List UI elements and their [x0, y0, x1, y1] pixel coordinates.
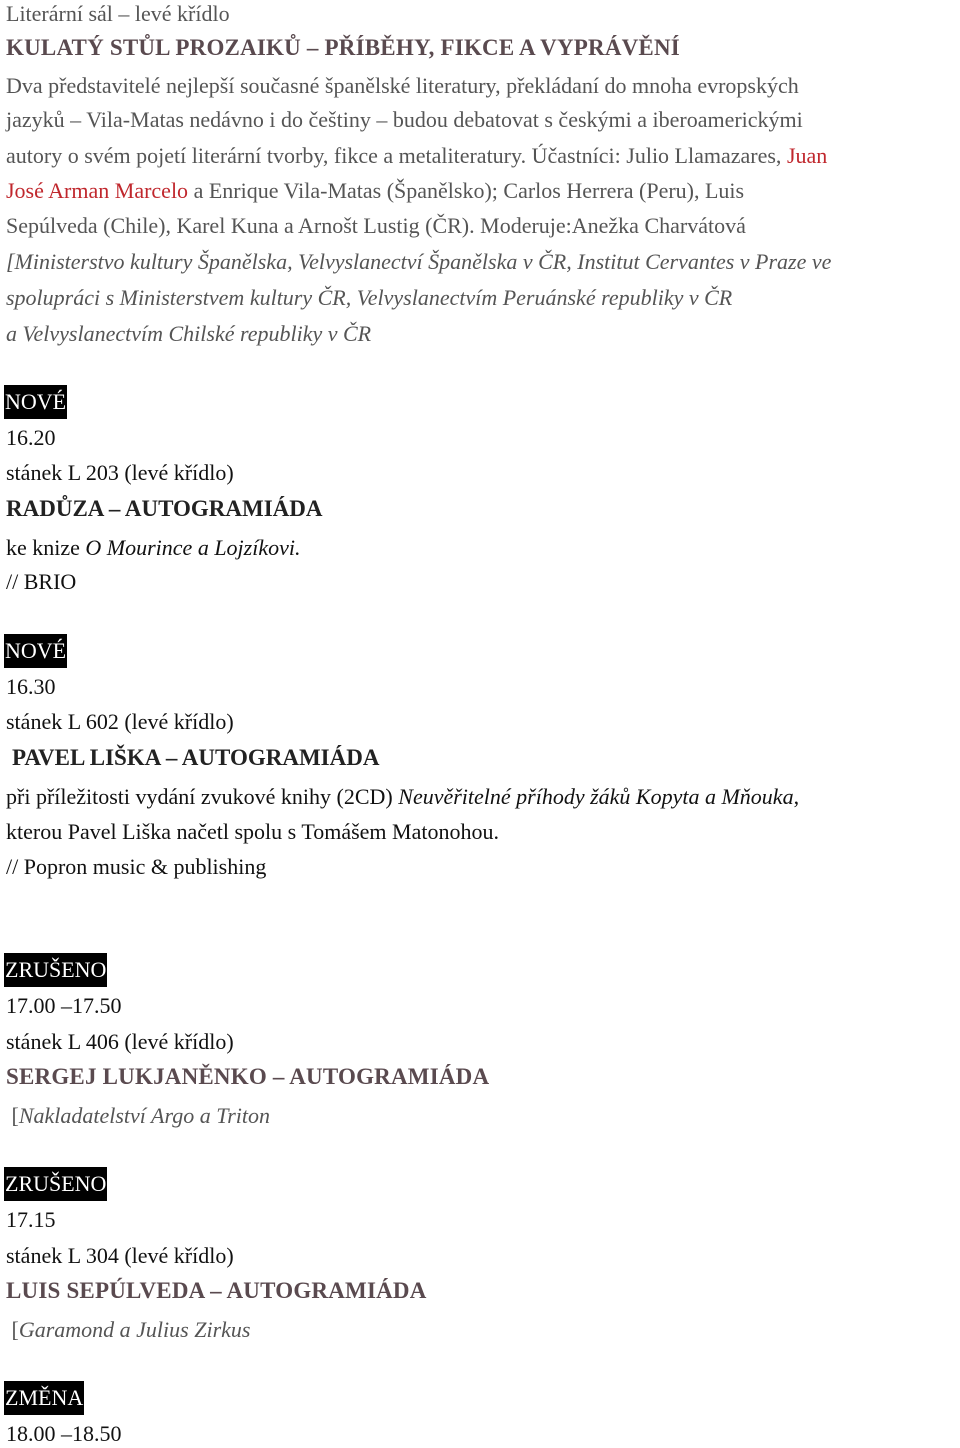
event-desc-line-2: kterou Pavel Liška načetl spolu s Tomášem Matonohou. — [6, 819, 499, 844]
event-stand: stánek L 304 (levé křídlo) — [6, 1243, 234, 1268]
event-desc: ke knize O Mourince a Lojzíkovi. — [6, 535, 301, 560]
event-title: RADŮZA – AUTOGRAMIÁDA — [6, 496, 323, 521]
organizers-line-1: [Ministerstvo kultury Španělska, Velvyslanectví Španělska v ČR, Institut Cervantes v Praze ve — [6, 249, 832, 274]
roundtable-title: KULATÝ STŮL PROZAIKŮ – PŘÍBĚHY, FIKCE A VYPRÁVĚNÍ — [6, 35, 680, 60]
event-stand: stánek L 203 (levé křídlo) — [6, 460, 234, 485]
event-time: 18.00 –18.50 — [6, 1421, 122, 1446]
event-publisher: [Nakladatelství Argo a Triton — [6, 1103, 271, 1128]
event-stand: stánek L 602 (levé křídlo) — [6, 709, 234, 734]
event-publisher: [Garamond a Julius Zirkus — [6, 1317, 251, 1342]
event-title: SERGEJ LUKJANĚNKO – AUTOGRAMIÁDA — [6, 1064, 490, 1089]
status-badge-changed: ZMĚNA — [4, 1381, 84, 1415]
event-publisher: // Popron music & publishing — [6, 854, 267, 879]
event-title: PAVEL LIŠKA – AUTOGRAMIÁDA — [12, 745, 380, 770]
organizers-line-2: spolupráci s Ministerstvem kultury ČR, Velvyslanectvím Peruánské republiky v ČR — [6, 285, 733, 310]
event-stand: stánek L 406 (levé křídlo) — [6, 1029, 234, 1054]
participant-name-red-cont: José Arman Marcelo — [6, 178, 189, 203]
status-badge-cancelled: ZRUŠENO — [4, 953, 107, 987]
event-time: 16.30 — [6, 674, 56, 699]
status-badge-cancelled: ZRUŠENO — [4, 1167, 107, 1201]
venue-line: Literární sál – levé křídlo — [6, 1, 230, 26]
status-badge-new: NOVÉ — [4, 634, 67, 668]
event-time: 17.15 — [6, 1207, 56, 1232]
roundtable-desc-line-3: autory o svém pojetí literární tvorby, fikce a metaliteratury. Účastníci: Julio Llamazares, Juan — [6, 143, 828, 168]
status-badge-new: NOVÉ — [4, 385, 67, 419]
roundtable-desc-line-5: Sepúlveda (Chile), Karel Kuna a Arnošt Lustig (ČR). Moderuje:Anežka Charvátová — [6, 213, 746, 238]
event-time: 16.20 — [6, 425, 56, 450]
event-title: LUIS SEPÚLVEDA – AUTOGRAMIÁDA — [6, 1278, 427, 1303]
event-publisher: // BRIO — [6, 569, 77, 594]
organizers-line-3: a Velvyslanectvím Chilské republiky v ČR — [6, 321, 372, 346]
participant-name-red: Juan — [786, 143, 828, 168]
roundtable-desc-line-2: jazyků – Vila-Matas nedávno i do češtiny – budou debatovat s českými a iberoamerickými — [6, 107, 803, 132]
roundtable-desc-line-1: Dva představitelé nejlepší současné španělské literatury, překládaní do mnoha evropských — [6, 73, 799, 98]
event-time: 17.00 –17.50 — [6, 993, 122, 1018]
roundtable-desc-line-4: José Arman Marcelo a Enrique Vila-Matas (Španělsko); Carlos Herrera (Peru), Luis — [6, 178, 745, 203]
event-desc: při příležitosti vydání zvukové knihy (2CD) Neuvěřitelné příhody žáků Kopyta a Mňouka, — [6, 784, 800, 809]
